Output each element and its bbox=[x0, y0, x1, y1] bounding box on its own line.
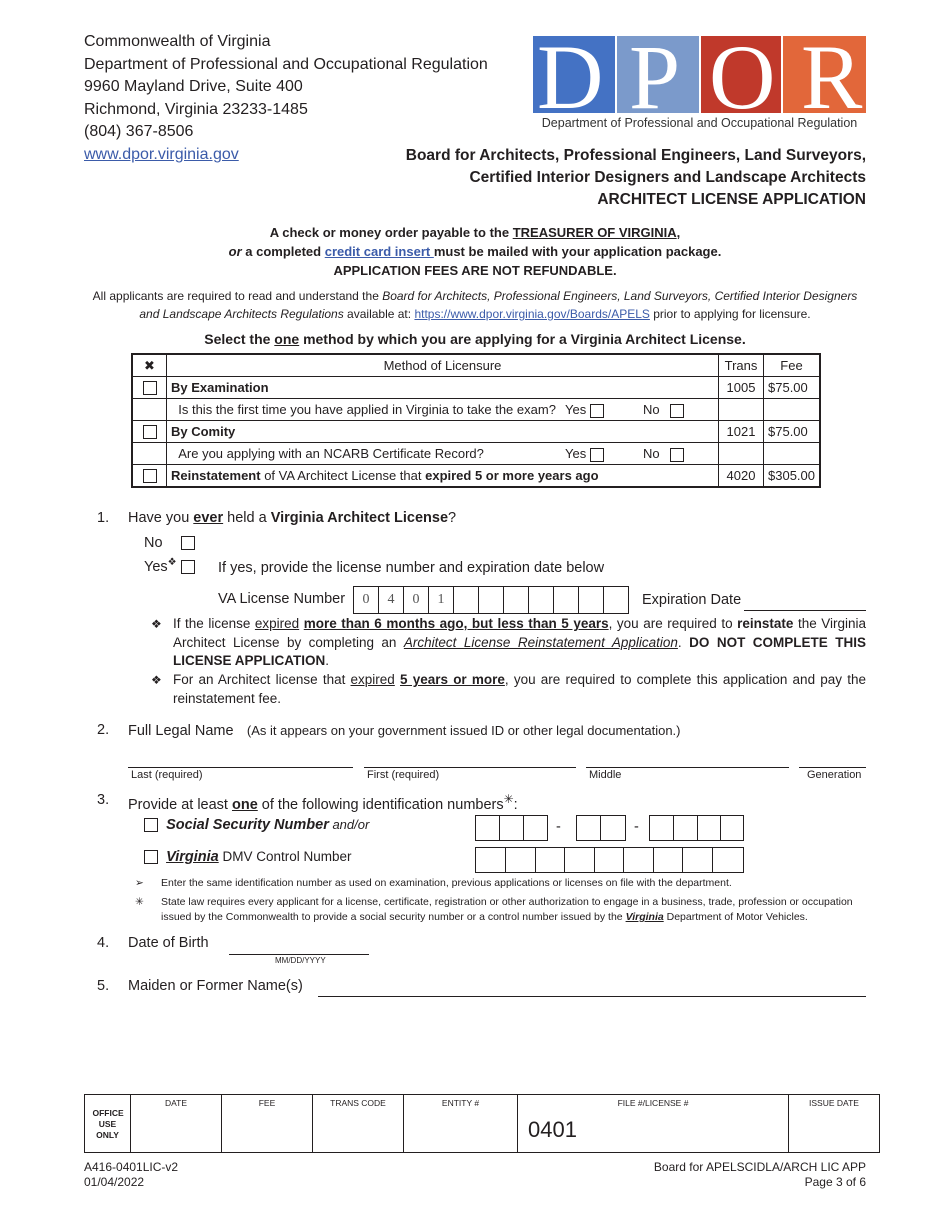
footer-left bbox=[84, 1160, 178, 1190]
logo-caption: Department of Professional and Occupational Regulation bbox=[541, 116, 858, 130]
board-title bbox=[406, 145, 866, 211]
q1-number: 1. bbox=[97, 510, 110, 526]
license-digit[interactable]: 0 bbox=[354, 587, 379, 614]
office-date: DATE bbox=[131, 1095, 222, 1153]
license-digit[interactable] bbox=[454, 587, 479, 614]
regulations-link[interactable]: https://www.dpor.virginia.gov/Boards/APELS bbox=[414, 307, 650, 321]
ssn-part1[interactable] bbox=[475, 815, 548, 841]
dob-label: Date of Birth bbox=[128, 935, 209, 951]
q1-no-checkbox[interactable] bbox=[181, 536, 195, 550]
license-number-label: VA License Number bbox=[218, 591, 346, 607]
q1-hint: If yes, provide the license number and expiration date below bbox=[218, 560, 605, 576]
first-name-label: First (required) bbox=[367, 769, 440, 781]
license-digit[interactable] bbox=[504, 587, 529, 614]
dob-format: MM/DD/YYYY bbox=[275, 956, 326, 965]
logo-letter-r: R bbox=[801, 36, 863, 113]
last-name-label: Last (required) bbox=[131, 769, 203, 781]
ssn-checkbox[interactable] bbox=[144, 818, 158, 832]
ncarb-no-checkbox[interactable] bbox=[670, 448, 684, 462]
logo-letter-d: D bbox=[537, 36, 604, 113]
ssn-part2[interactable] bbox=[576, 815, 626, 841]
payment-notice: A check or money order payable to the TREASURER OF VIRGINIA, or a completed credit card insert must be mailed with your application package. APPLICATION FEES ARE NOT REFUNDABLE. bbox=[228, 225, 722, 278]
license-digit[interactable] bbox=[554, 587, 579, 614]
expiration-date-field[interactable] bbox=[744, 610, 866, 611]
q1-yes-checkbox[interactable] bbox=[181, 560, 195, 574]
license-digit[interactable]: 0 bbox=[404, 587, 429, 614]
form-code: A416-0401LIC-v2 bbox=[84, 1160, 179, 1174]
office-use-table bbox=[84, 1094, 880, 1153]
office-trans-code: TRANS CODE bbox=[313, 1095, 404, 1153]
dmv-option: Virginia DMV Control Number bbox=[144, 849, 352, 865]
maiden-name-field[interactable] bbox=[318, 996, 866, 997]
office-issue-date: ISSUE DATE bbox=[789, 1095, 880, 1153]
board-line: Certified Interior Designers and Landscape Architects bbox=[469, 169, 866, 186]
dob-field[interactable] bbox=[229, 954, 369, 955]
form-title: ARCHITECT LICENSE APPLICATION bbox=[597, 191, 866, 208]
header-x: ✖ bbox=[132, 354, 167, 377]
asterisk-icon: ✳ bbox=[135, 896, 144, 908]
website-link[interactable]: www.dpor.virginia.gov bbox=[84, 145, 239, 163]
arrow-icon: ➢ bbox=[135, 877, 144, 889]
office-file-license: FILE #/LICENSE # 0401 bbox=[518, 1095, 789, 1153]
file-license-value: 0401 bbox=[528, 1117, 577, 1142]
generation-label: Generation bbox=[807, 769, 862, 781]
license-digit[interactable] bbox=[479, 587, 504, 614]
logo-letter-o: O bbox=[709, 36, 776, 113]
footer-board: Board for APELSCIDLA/ARCH LIC APP bbox=[653, 1160, 866, 1174]
expiration-date-label: Expiration Date bbox=[642, 592, 742, 608]
q1-yes-option: Yes❖ bbox=[144, 557, 195, 575]
q1-question: Have you ever held a Virginia Architect License? bbox=[128, 510, 457, 526]
office-use-label: OFFICE USE ONLY bbox=[85, 1095, 131, 1153]
header-method: Method of Licensure bbox=[167, 354, 719, 377]
select-method-heading: Select the one method by which you are applying for a Virginia Architect License. bbox=[204, 331, 746, 347]
dmv-number-boxes[interactable] bbox=[475, 847, 744, 873]
header-fee: Fee bbox=[764, 354, 821, 377]
middle-name-field[interactable] bbox=[586, 767, 789, 768]
comity-checkbox[interactable] bbox=[143, 425, 157, 439]
ncarb-yes-checkbox[interactable] bbox=[590, 448, 604, 462]
board-line: Board for Architects, Professional Engineers, Land Surveyors, bbox=[405, 147, 866, 164]
q1-note-reinstate: If the license expired more than 6 months ago, but less than 5 years, you are required to reinstate the Virginia Architect License by completing an Architect License Reinstatement Application. DO NOT COMPLETE THIS LICENSE APPLICATION. bbox=[173, 616, 867, 668]
header-trans: Trans bbox=[719, 354, 764, 377]
page-number: Page 3 of 6 bbox=[804, 1175, 866, 1189]
dmv-checkbox[interactable] bbox=[144, 850, 158, 864]
address-line: Richmond, Virginia 23233-1485 bbox=[84, 100, 308, 118]
address-line: (804) 367-8506 bbox=[84, 123, 194, 140]
intro-paragraph: All applicants are required to read and understand the Board for Architects, Professional Engineers, Land Surveyors, Certified Interior Designers and Landscape Architects Regulations available at: https://www.dpor.virginia.gov/Boards/APELS prior to applying for licensure. bbox=[92, 289, 858, 321]
method-table: ✖ Method of Licensure Trans Fee By Examination 1005 $75.00 Is this the first time you have applied in Virginia to take the exam? Yes No By Comity 1021 $75.00 Are you applying with an NCARB Certificate Record? Yes No Reinstatement of VA Architect License that expired 5 or more years ago 4020 $305.00 bbox=[131, 353, 821, 488]
exam-first-yes-checkbox[interactable] bbox=[590, 404, 604, 418]
q3-question: Provide at least one of the following identification numbers✳: bbox=[128, 792, 518, 813]
bullet-icon: ❖ bbox=[151, 617, 162, 631]
q4-number: 4. bbox=[97, 935, 110, 951]
exam-checkbox[interactable] bbox=[143, 381, 157, 395]
reinstatement-checkbox[interactable] bbox=[143, 469, 157, 483]
bullet-icon: ❖ bbox=[151, 673, 162, 687]
q5-number: 5. bbox=[97, 978, 110, 994]
license-digit[interactable]: 4 bbox=[379, 587, 404, 614]
license-digit[interactable] bbox=[604, 587, 629, 614]
ssn-option: Social Security Number and/or bbox=[144, 817, 369, 833]
license-digit[interactable] bbox=[529, 587, 554, 614]
q2-number: 2. bbox=[97, 722, 110, 738]
footer-right bbox=[654, 1160, 866, 1190]
logo-letter-p: P bbox=[629, 36, 681, 113]
last-name-field[interactable] bbox=[128, 767, 353, 768]
ssn-part3[interactable] bbox=[649, 815, 744, 841]
exam-first-no-checkbox[interactable] bbox=[670, 404, 684, 418]
q3-note-same-id: Enter the same identification number as used on examination, previous applications or licenses on file with the department. bbox=[161, 877, 732, 889]
address-line: 9960 Mayland Drive, Suite 400 bbox=[84, 78, 303, 95]
q3-number: 3. bbox=[97, 792, 110, 808]
license-digit[interactable]: 1 bbox=[429, 587, 454, 614]
address-line: Department of Professional and Occupational Regulation bbox=[84, 55, 488, 73]
ssn-dash: - bbox=[634, 819, 639, 835]
office-fee: FEE bbox=[222, 1095, 313, 1153]
maiden-name-label: Maiden or Former Name(s) bbox=[128, 978, 303, 994]
q1-note-expired: For an Architect license that expired 5 years or more, you are required to complete this application and pay the reinstatement fee. bbox=[173, 672, 866, 706]
license-number-boxes bbox=[353, 586, 629, 614]
q1-no-option: No bbox=[144, 535, 195, 551]
dpor-logo bbox=[533, 36, 866, 132]
q2-question: Full Legal Name (As it appears on your government issued ID or other legal documentation.) bbox=[128, 723, 681, 739]
q3-note-state-law: State law requires every applicant for a license, certificate, registration or other authorization to engage in a business, trade, profession or occupation issued by the Commonwealth to provide a social security number or a control number issued by the Virginia Department of Motor Vehicles. bbox=[161, 896, 853, 923]
office-entity: ENTITY # bbox=[404, 1095, 518, 1153]
first-name-field[interactable] bbox=[364, 767, 576, 768]
form-date: 01/04/2022 bbox=[84, 1175, 145, 1189]
generation-field[interactable] bbox=[799, 767, 866, 768]
address-line: Commonwealth of Virginia bbox=[84, 33, 271, 50]
middle-name-label: Middle bbox=[589, 769, 622, 781]
license-digit[interactable] bbox=[579, 587, 604, 614]
ssn-dash: - bbox=[556, 819, 561, 835]
credit-card-insert-link[interactable]: credit card insert bbox=[324, 244, 434, 259]
